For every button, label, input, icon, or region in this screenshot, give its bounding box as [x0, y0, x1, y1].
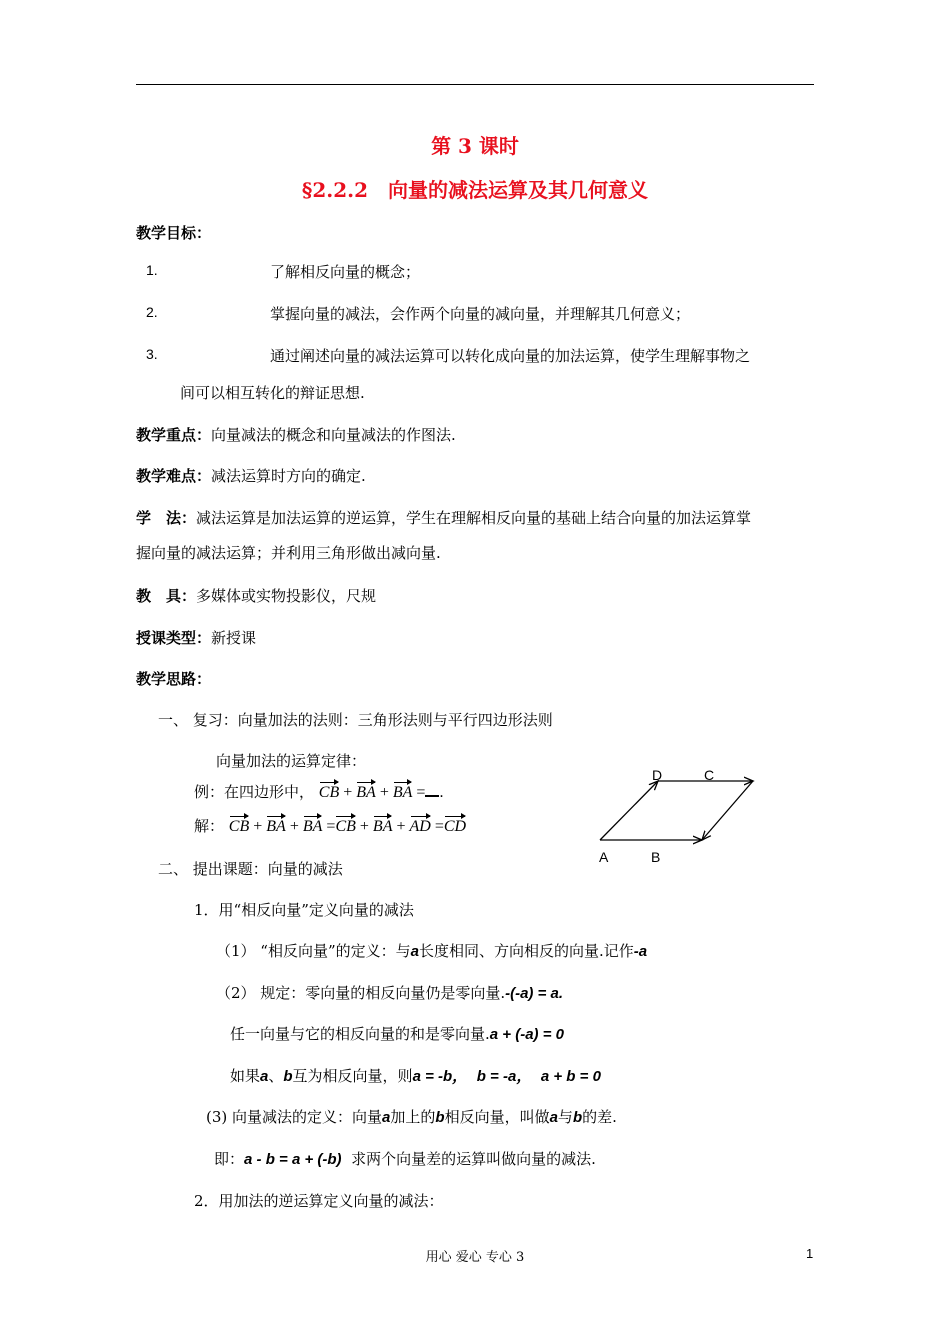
- example-line: [194, 780, 443, 802]
- definition-prefix: （1） “相反向量”的定义：与: [216, 942, 411, 960]
- var-a: a: [549, 1109, 558, 1126]
- objective-text-1: 了解相反向量的概念；: [270, 263, 421, 281]
- objective-text-2: 掌握向量的减法，会作两个向量的减向量，并理解其几何意义；: [270, 305, 691, 323]
- vector-cd: CD: [444, 814, 466, 836]
- tools-text: 多媒体或实物投影仪，尺规: [196, 587, 377, 605]
- subsection-1: 1．用“相反向量”定义向量的减法: [194, 901, 414, 919]
- lesson-type: [136, 627, 256, 648]
- plus-sign: +: [396, 818, 406, 835]
- objective-num-1: 1.: [146, 262, 158, 278]
- answer-blank: [425, 789, 439, 797]
- var-a: a: [382, 1109, 391, 1126]
- subtraction-description: 求两个向量差的运算叫做向量的减法.: [351, 1150, 596, 1168]
- example-label: 例：在四边形中，: [194, 783, 315, 801]
- var-b: b: [435, 1109, 445, 1126]
- objectives-label: 教学目标：: [136, 224, 212, 242]
- solution-line: [194, 814, 466, 836]
- lesson-number: 第 3 课时: [431, 134, 519, 158]
- method-text-cont: 握向量的减法运算；并利用三角形做出减向量.: [136, 544, 441, 562]
- lesson-type-label: 授课类型：: [136, 629, 212, 647]
- section2-title: 二、 提出课题：向量的减法: [158, 860, 343, 878]
- solution-formula: [229, 818, 466, 835]
- method-label: 学 法：: [136, 509, 197, 527]
- opposite-prefix: 如果: [230, 1067, 261, 1085]
- addition-law: 向量加法的运算定律：: [216, 752, 367, 770]
- parallelogram-figure: [590, 760, 790, 870]
- lesson-type-text: 新授课: [211, 629, 257, 647]
- plus-sign: +: [359, 818, 369, 835]
- formula-b-neg-a: b = -a，: [476, 1068, 532, 1085]
- objective-num-2: 2.: [146, 304, 158, 320]
- var-b: b: [572, 1109, 583, 1126]
- objective-text-3: 通过阐述向量的减法运算可以转化成向量的加法运算，使学生理解事物之: [270, 347, 751, 365]
- vector-ba: BA: [356, 780, 376, 802]
- rule-line: [216, 982, 563, 1003]
- section1-title: 一、 复习：向量加法的法则：三角形法则与平行四边形法则: [158, 711, 553, 729]
- header-rule: [136, 84, 814, 85]
- key-point-label: 教学重点：: [136, 426, 212, 444]
- formula-a-plus-b: a + b = 0: [540, 1068, 601, 1085]
- edge-cb: [702, 781, 753, 840]
- formula-prefix: 即：: [214, 1150, 245, 1168]
- vector-cb: CB: [319, 780, 339, 802]
- rule-prefix: （2） 规定：零向量的相反向量仍是零向量.: [216, 984, 506, 1002]
- subtraction-formula: a - b = a + (-b): [244, 1151, 342, 1168]
- method: [136, 507, 751, 528]
- solution-label: 解：: [194, 817, 225, 835]
- opposite-text: 互为相反向量，则: [292, 1067, 413, 1085]
- plus-sign: +: [343, 784, 353, 801]
- label-c: C: [704, 767, 715, 783]
- equals-sign: =: [434, 818, 444, 835]
- rule-formula: -(-a) = a.: [505, 985, 564, 1002]
- footer-center: 用心 爱心 专心 3: [425, 1250, 525, 1265]
- plus-sign: +: [253, 818, 263, 835]
- tools: [136, 585, 376, 606]
- subtraction-formula-line: [214, 1148, 596, 1169]
- sum-zero-line: [230, 1023, 564, 1044]
- tools-label: 教 具：: [136, 587, 197, 605]
- var-neg-a: -a: [633, 943, 648, 960]
- page-number: 1: [806, 1246, 814, 1261]
- objective-num-3: 3.: [146, 346, 158, 362]
- opposite-line: [230, 1065, 601, 1086]
- label-d: D: [652, 767, 663, 783]
- plus-sign: +: [289, 818, 299, 835]
- definition-line: [216, 940, 647, 961]
- objective-text-3-cont: 间可以相互转化的辩证思想.: [180, 384, 365, 402]
- label-b: B: [651, 849, 661, 865]
- vector-ad: AD: [410, 814, 431, 836]
- subtraction-end: 的差.: [582, 1108, 617, 1126]
- key-point: [136, 424, 456, 445]
- formula-a-neg-b: a = -b，: [412, 1068, 468, 1085]
- subtraction-definition: [206, 1106, 617, 1127]
- separator: 、: [268, 1067, 284, 1085]
- key-point-text: 向量减法的概念和向量减法的作图法.: [211, 426, 456, 444]
- thinking-label: 教学思路：: [136, 670, 212, 688]
- plus-sign: +: [379, 784, 389, 801]
- vector-ba: BA: [266, 814, 286, 836]
- difficulty: [136, 465, 366, 486]
- label-a: A: [599, 849, 609, 865]
- edge-ad: [600, 781, 658, 840]
- vector-cb: CB: [335, 814, 355, 836]
- var-a: a: [410, 943, 419, 960]
- subsection-2: 2．用加法的逆运算定义向量的减法：: [194, 1192, 444, 1210]
- equals-sign: =: [326, 818, 336, 835]
- example-formula: CB + BA + BA = .: [319, 784, 444, 801]
- subtraction-text-1: 加上的: [390, 1108, 436, 1126]
- definition-text: 长度相同、方向相反的向量.记作: [419, 942, 634, 960]
- difficulty-text: 减法运算时方向的确定.: [211, 467, 366, 485]
- sum-zero-text: 任一向量与它的相反向量的和是零向量.: [230, 1025, 490, 1043]
- var-a: a: [260, 1068, 269, 1085]
- equals-sign: =: [416, 784, 426, 801]
- sum-zero-formula: a + (-a) = 0: [489, 1026, 564, 1043]
- var-b: b: [283, 1068, 293, 1085]
- subtraction-text-2: 相反向量，叫做: [444, 1108, 550, 1126]
- subtraction-prefix: (3) 向量减法的定义：向量: [206, 1108, 383, 1126]
- method-text: 减法运算是加法运算的逆运算，学生在理解相反向量的基础上结合向量的加法运算掌: [196, 509, 752, 527]
- vector-ba: BA: [373, 814, 393, 836]
- subtraction-text-3: 与: [557, 1108, 573, 1126]
- vector-ba: BA: [303, 814, 323, 836]
- vector-cb: CB: [229, 814, 249, 836]
- vector-ba: BA: [393, 780, 413, 802]
- page-title: §2.2.2 向量的减法运算及其几何意义: [301, 178, 649, 202]
- difficulty-label: 教学难点：: [136, 467, 212, 485]
